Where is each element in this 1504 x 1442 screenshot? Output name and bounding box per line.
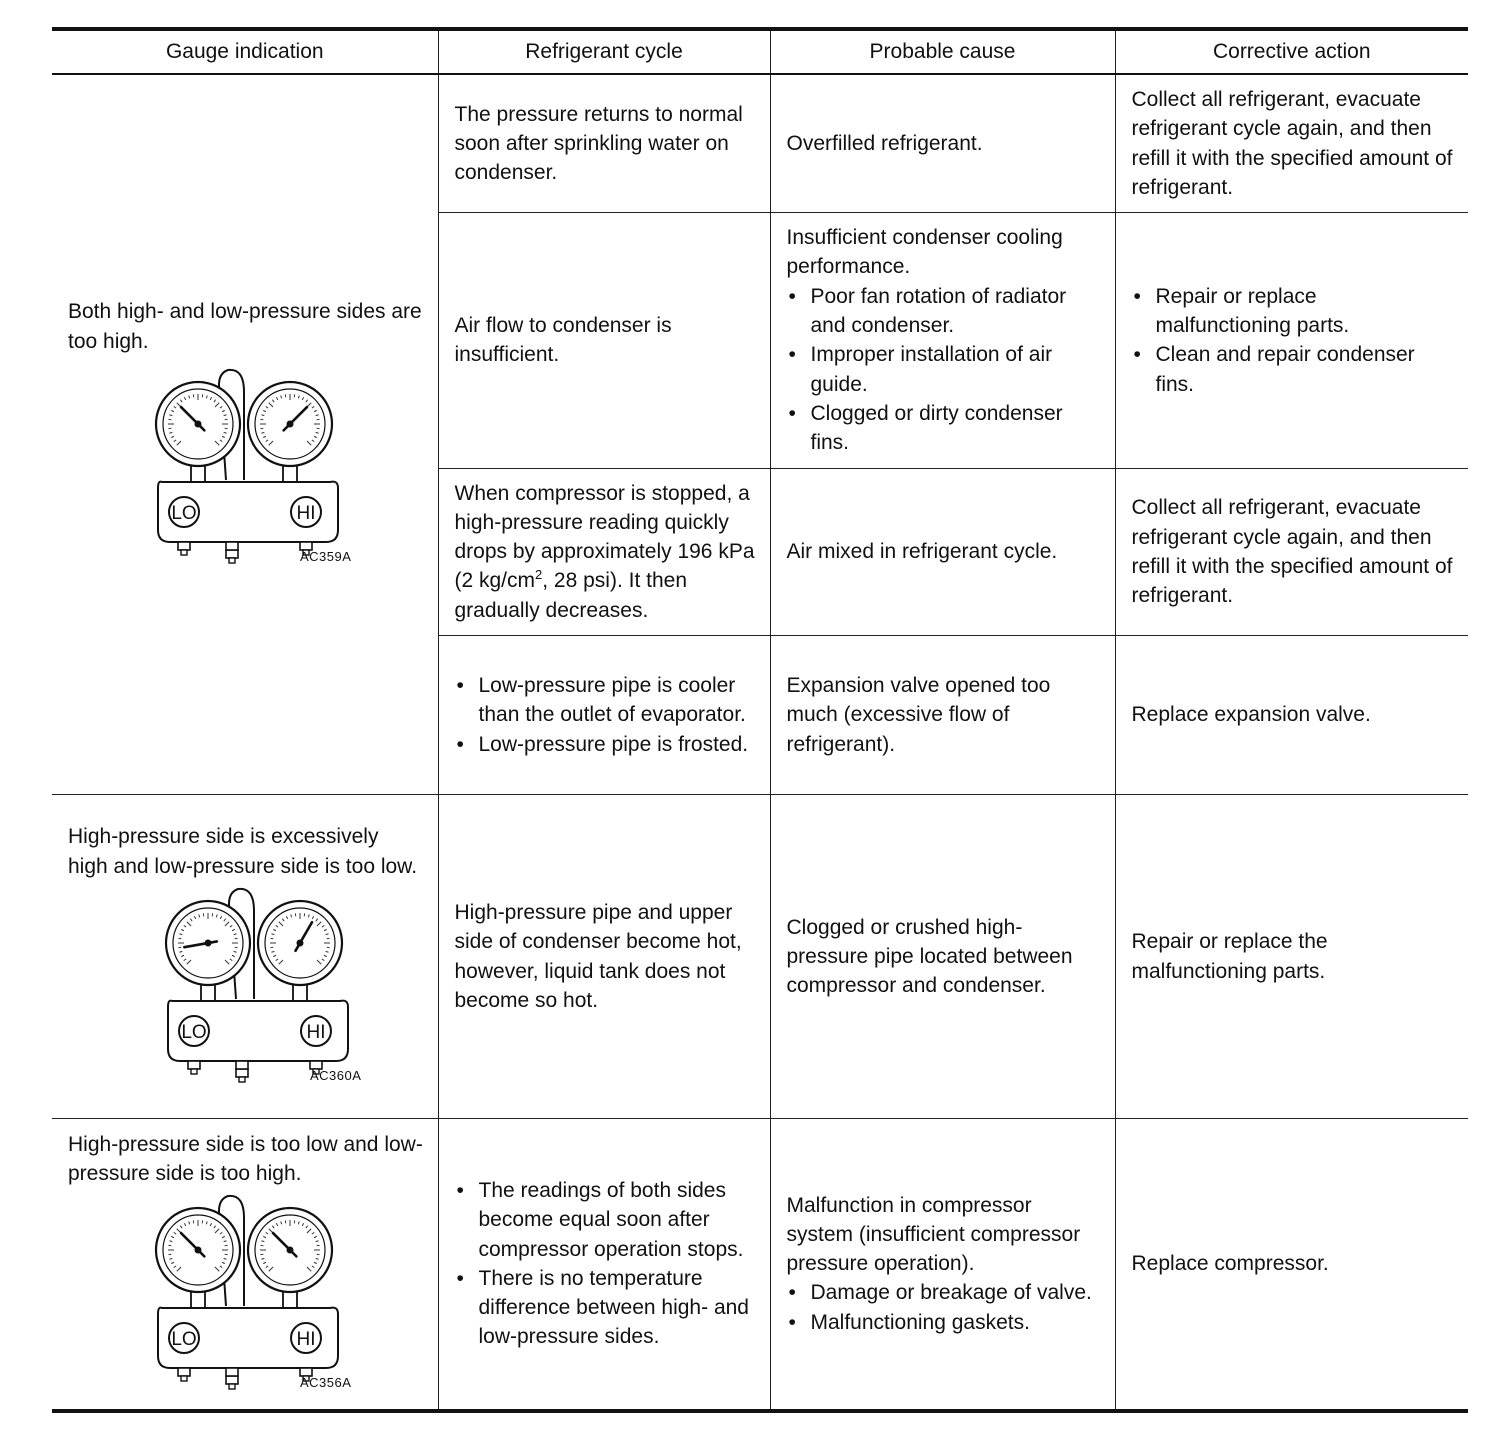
- gauge-manifold-figure: [128, 364, 368, 572]
- corrective-action-cell: Replace expansion valve.: [1115, 636, 1468, 795]
- table-row: [52, 74, 1468, 213]
- gauge-manifold-figure: [128, 1190, 368, 1398]
- probable-cause-cell: Air mixed in refrigerant cycle.: [770, 468, 1115, 635]
- hi-valve-label: HI: [296, 502, 316, 524]
- refrigerant-cycle-cell: [438, 468, 770, 635]
- corrective-action-cell: Replace compressor.: [1115, 1119, 1468, 1411]
- lo-valve-label: LO: [181, 1021, 207, 1043]
- corrective-action-cell: Repair or replace the malfunctioning parts.: [1115, 795, 1468, 1119]
- gauge-indication-cell: [52, 74, 438, 795]
- cause-bullet: • Improper installation of air guide.: [787, 340, 1101, 399]
- refrigerant-cycle-cell: High-pressure pipe and upper side of condenser become hot, however, liquid tank does not become so hot.: [438, 795, 770, 1119]
- cause-intro: Insufficient condenser cooling performance.: [786, 226, 1063, 279]
- probable-cause-cell: Overfilled refrigerant.: [770, 74, 1115, 213]
- superscript: 2: [535, 567, 543, 583]
- cycle-text: , 28 psi). It then gradually decreases.: [454, 569, 687, 622]
- corrective-action-cell: Collect all refrigerant, evacuate refrigerant cycle again, and then refill it with the specified amount of refrigerant.: [1115, 74, 1468, 213]
- lo-valve-label: LO: [171, 502, 197, 524]
- refrigerant-cycle-cell: Air flow to condenser is insufficient.: [438, 213, 770, 468]
- table-row: [52, 1119, 1468, 1411]
- gauge-indication-text: Both high- and low-pressure sides are too high.: [68, 300, 422, 353]
- figure-code: AC356A: [300, 1375, 352, 1391]
- high-pressure-gauge: [258, 901, 342, 985]
- header-corrective-action: Corrective action: [1115, 29, 1468, 74]
- cycle-bullet: • There is no temperature difference between high- and low-pressure sides.: [455, 1264, 756, 1352]
- cycle-bullet: • Low-pressure pipe is cooler than the outlet of evaporator.: [455, 671, 756, 730]
- corrective-action-cell: [1115, 213, 1468, 468]
- cycle-bullet: • Low-pressure pipe is frosted.: [455, 730, 756, 759]
- probable-cause-cell: Clogged or crushed high-pressure pipe located between compressor and condenser.: [770, 795, 1115, 1119]
- gauge-indication-cell: [52, 795, 438, 1119]
- table-row: [52, 795, 1468, 1119]
- cause-bullet: • Malfunctioning gaskets.: [787, 1308, 1101, 1337]
- header-gauge-indication: Gauge indication: [52, 29, 438, 74]
- action-bullet: • Repair or replace malfunctioning parts.: [1132, 282, 1455, 341]
- gauge-indication-cell: [52, 1119, 438, 1411]
- high-pressure-gauge: [248, 1208, 332, 1292]
- diagnosis-table: [52, 27, 1468, 1413]
- probable-cause-cell: [770, 213, 1115, 468]
- figure-code: AC360A: [310, 1067, 362, 1083]
- lo-valve-label: LO: [171, 1329, 197, 1351]
- refrigerant-cycle-cell: [438, 1119, 770, 1411]
- low-pressure-gauge: [156, 382, 240, 466]
- cycle-bullet: • The readings of both sides become equal soon after compressor operation stops.: [455, 1176, 756, 1264]
- probable-cause-cell: [770, 1119, 1115, 1411]
- hi-valve-label: HI: [306, 1021, 326, 1043]
- low-pressure-gauge: [166, 901, 250, 985]
- hi-valve-label: HI: [296, 1329, 316, 1351]
- high-pressure-gauge: [248, 382, 332, 466]
- cause-bullet: • Damage or breakage of valve.: [787, 1278, 1101, 1307]
- probable-cause-cell: Expansion valve opened too much (excessive flow of refrigerant).: [770, 636, 1115, 795]
- gauge-indication-text: High-pressure side is too low and low-pressure side is too high.: [68, 1132, 423, 1185]
- header-probable-cause: Probable cause: [770, 29, 1115, 74]
- gauge-manifold-figure: [138, 883, 378, 1091]
- corrective-action-cell: Collect all refrigerant, evacuate refrigerant cycle again, and then refill it with the specified amount of refrigerant.: [1115, 468, 1468, 635]
- cause-intro: Malfunction in compressor system (insufficient compressor pressure operation).: [786, 1193, 1081, 1276]
- refrigerant-cycle-cell: The pressure returns to normal soon after sprinkling water on condenser.: [438, 74, 770, 213]
- figure-code: AC359A: [300, 548, 352, 564]
- action-bullet: • Clean and repair condenser fins.: [1132, 340, 1455, 399]
- header-refrigerant-cycle: Refrigerant cycle: [438, 29, 770, 74]
- header-row: [52, 29, 1468, 74]
- gauge-indication-text: High-pressure side is excessively high and low-pressure side is too low.: [68, 825, 418, 878]
- cycle-text: When compressor is stopped, a high-pressure reading quickly drops by approximately 196 kPa (2 kg/cm: [454, 481, 755, 593]
- low-pressure-gauge: [156, 1208, 240, 1292]
- cause-bullet: • Clogged or dirty condenser fins.: [787, 399, 1101, 458]
- cause-bullet: • Poor fan rotation of radiator and condenser.: [787, 282, 1101, 341]
- refrigerant-cycle-cell: [438, 636, 770, 795]
